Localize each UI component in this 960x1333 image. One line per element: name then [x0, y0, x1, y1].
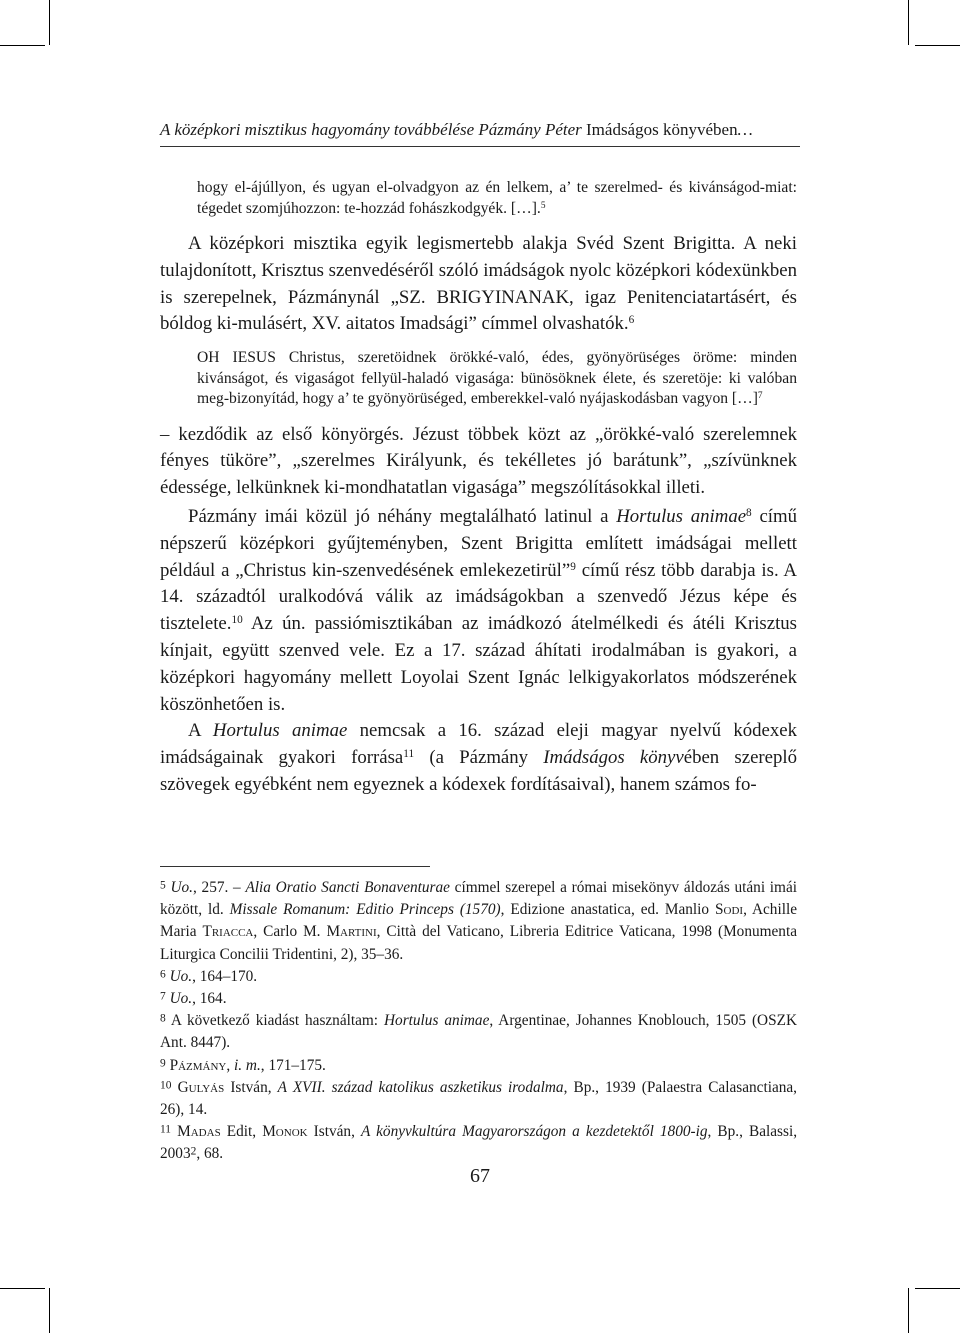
crop-mark [915, 1288, 960, 1289]
footnotes [160, 877, 797, 1166]
footnote: $^7$ Uo., 164. [160, 990, 227, 1008]
paragraph: A Hortulus animae nemcsak a 16. század eleji magyar nyelvű kódexek imádságainak gyakori forrása$^{11}$ (a Pázmány Imádságos könyvében szereplő szövegek egyébként nem egyeznek a kódexek fordításaival), hanem számos fo- [160, 720, 798, 796]
running-header: A középkori misztikus hagyomány továbbélése Pázmány Péter Imádságos könyvében… [160, 120, 753, 139]
footnote-ref[interactable]: 6 [628, 314, 635, 327]
crop-mark [908, 1288, 909, 1333]
footnote-ref[interactable]: 8 [746, 506, 752, 519]
crop-mark [49, 1288, 50, 1333]
footnote-rule [160, 866, 430, 867]
footnote-ref[interactable]: 9 [570, 560, 576, 573]
footnote-ref[interactable]: 10 [231, 614, 243, 627]
page-number: 67 [470, 1165, 490, 1187]
crop-mark [908, 0, 909, 45]
footnote-ref[interactable]: 5 [540, 200, 546, 211]
block-quote: hogy el-ájúllyon, és ugyan el-olvadgyon az én lelkem, a’ te szerelmed- és kivánságod-miat: tégedet szomjúhozzon: te-hozzád fohászkodgyék. […].$^5$ [197, 179, 797, 217]
footnote: $^6$ Uo., 164–170. [160, 967, 258, 985]
running-header-italic: A középkori misztikus hagyomány továbbélése Pázmány Péter [160, 120, 582, 139]
block-quote: OH IESUS Christus, szeretöidnek örökké-való, édes, gyönyörüséges öröme: minden kivánságot, és vigaságot fellyül-haladó vigasága: bünösöknek élete, és szeretöje: ki valóban meg-bizonyítád, hogy a’ te gyönyörüséged, emberekkel-való nyájaskodásban vagyon […]$^7$ [197, 349, 797, 408]
footnote: $^5$ Uo., 257. – Alia Oratio Sancti Bonaventurae címmel szerepel a római misekönyv áldozás utáni imái között, ld. Missale Romanum: Editio Princeps (1570), Edizione anastatica, ed. Manlio Sodi, Achille Maria Triacca, Carlo M. Martini, Città del Vaticano, Libreria Editrice Vaticana, 1998 (Monumenta Liturgica Concilii Tridentini, 2), 35–36. [160, 879, 797, 963]
crop-mark [915, 45, 960, 46]
paragraph: – kezdődik az első könyörgés. Jézust többek közt az „örökké-való szerelemnek fényes tüköre”, „szerelmes Királyunk, és tekélletes jó barátunk”, „szívünknek édessége, lelkünknek ki-mondhatatlan vigasága” megszólításokkal illeti. [160, 423, 797, 499]
footnote: $^9$ Pázmány, i. m., 171–175. [160, 1056, 326, 1074]
footnote: $^8$ A következő kiadást használtam: Hortulus animae, Argentinae, Johannes Knoblouch, 1505 (OSZK Ant. 8447). [160, 1012, 797, 1052]
paragraph: Pázmány imái közül jó néhány megtalálható latinul a Hortulus animae$^8$ című népszerű középkori gyűjteményben, Szent Brigitta említett imádságai mellett például a „Christus kin-szenvedésének emlekezetirül”$^9$ című rész több darabja is. A 14. századtól uralkodóvá válik az imádságokban a szenvedő Jézus képe és tisztelete.$^{10}$ Az ún. passiómisztikában az imádkozó átelmélkedi és átéli Krisztus kínjait, együtt szenved vele. Ez a 17. század áhítati irodalmában is gyakori, a középkori hagyomány mellett Loyolai Szent Ignác lelkigyakorlatos módszerének köszönhetően is. [160, 506, 798, 715]
running-header-roman: Imádságos könyvében [581, 120, 738, 139]
header-rule [160, 146, 800, 147]
crop-mark [0, 45, 45, 46]
footnote: $^{11}$ Madas Edit, Monok István, A könyvkultúra Magyarországon a kezdetektől 1800-ig, Bp., Balassi, 2003$^2$, 68. [160, 1123, 798, 1163]
main-text [160, 178, 797, 799]
paragraph: A középkori misztika egyik legismertebb alakja Svéd Szent Brigitta. A neki tulajdonított, Krisztus szenvedéséről szóló imádságok nyolc középkori kódexünkben is szerepelnek, Pázmánynál „SZ. BRIGYINANAK, igaz Penitenciatartásért, és bóldog ki-mulásért, XV. aitatos Imadsági” címmel olvashatók.$^6$ [160, 233, 797, 335]
crop-mark [49, 0, 50, 45]
footnote: $^{10}$ Gulyás István, A XVII. század katolikus aszketikus irodalma, Bp., 1939 (Palaestra Calasanctiana, 26), 14. [160, 1078, 797, 1119]
crop-mark [0, 1288, 45, 1289]
footnote-ref[interactable]: 11 [403, 748, 415, 761]
footnote-ref[interactable]: 7 [757, 391, 763, 402]
